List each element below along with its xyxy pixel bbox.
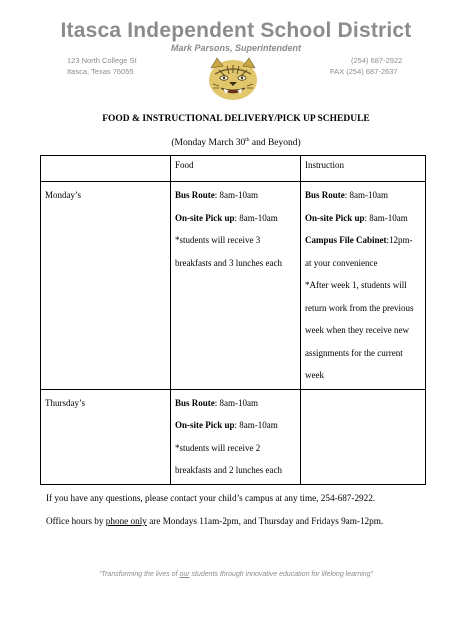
instruction-note: return work from the previous <box>305 302 414 313</box>
day-cell <box>41 182 171 390</box>
pickup-time: : 8am-10am <box>234 212 278 223</box>
bus-route-time: : 8am-10am <box>214 397 259 408</box>
office-hours-end: are Mondays 11am-2pm, and Thursday and Fridays 9am-12pm. <box>146 516 384 526</box>
header-day <box>41 156 171 182</box>
pickup-label: On-site Pick up <box>175 420 235 430</box>
instruction-note: *After week 1, students will <box>305 280 407 290</box>
document-title: FOOD & INSTRUCTIONAL DELIVERY/PICK UP SCHEDULE <box>102 114 370 124</box>
schedule-table <box>40 155 426 485</box>
bus-route-label: Bus Route <box>175 397 215 408</box>
pickup-label: On-site Pick up <box>305 212 365 223</box>
subtitle-ordinal: th <box>245 137 250 143</box>
district-title: Itasca Independent School District <box>60 19 412 42</box>
office-hours-start: Office hours by <box>46 516 106 526</box>
instruction-note: assignments for the current <box>305 347 403 358</box>
document-subtitle <box>0 137 472 148</box>
bus-route-line <box>305 184 421 207</box>
food-note: *students will receive 2 <box>175 442 261 453</box>
motto-emphasis: our <box>179 571 190 578</box>
phone-number: (254) 687-2922 <box>351 56 403 65</box>
motto-start: “Transforming the lives of <box>99 571 180 578</box>
instruction-note: week when they receive new <box>305 325 409 335</box>
pickup-line <box>175 414 296 437</box>
food-note: *students will receive 3 <box>175 235 261 245</box>
footer-motto <box>0 571 472 578</box>
wildcat-mascot-icon <box>205 56 261 102</box>
food-note: breakfasts and 3 lunches each <box>175 257 282 268</box>
day-cell <box>41 389 171 484</box>
day-label: Thursday’s <box>45 397 85 408</box>
food-cell <box>171 182 301 390</box>
file-cabinet-time: :12pm- <box>386 235 413 245</box>
bus-route-time: : 8am-10am <box>214 190 259 200</box>
day-label: Monday’s <box>45 190 81 200</box>
subtitle-start: (Monday March 30 <box>171 138 246 149</box>
header-food: Food <box>171 156 301 182</box>
fax-number: FAX (254) 687-2637 <box>330 67 398 76</box>
address-city: Itasca, Texas 76055 <box>67 67 134 76</box>
address-street: 123 North College St <box>67 56 137 65</box>
office-hours-emphasis: phone only <box>105 516 147 526</box>
food-cell <box>171 389 301 484</box>
address-block <box>67 55 137 77</box>
motto-end: students through innovative education for lifelong learning” <box>189 571 373 578</box>
table-row <box>41 182 426 390</box>
bus-route-label: Bus Route <box>175 190 215 200</box>
questions-paragraph: If you have any questions, please contact your child’s campus at any time, 254-687-2922. <box>46 493 376 503</box>
pickup-time: : 8am-10am <box>364 212 408 223</box>
superintendent-name: Mark Parsons, Superintendent <box>170 43 302 53</box>
instruction-cell <box>301 389 426 484</box>
instruction-note: week <box>305 370 324 380</box>
table-row <box>41 389 426 484</box>
pickup-line <box>175 207 296 230</box>
pickup-time: : 8am-10am <box>234 420 278 430</box>
subtitle-end: and Beyond) <box>249 138 301 149</box>
food-note: breakfasts and 2 lunches each <box>175 465 282 475</box>
table-header-row <box>41 156 426 182</box>
office-hours-paragraph <box>46 516 383 526</box>
pickup-label: On-site Pick up <box>175 212 235 223</box>
bus-route-line <box>175 184 296 207</box>
file-cabinet-label: Campus File Cabinet <box>305 235 387 245</box>
contact-block <box>330 55 402 77</box>
file-cabinet-note: at your convenience <box>305 257 378 268</box>
file-cabinet-line <box>305 229 421 252</box>
bus-route-line <box>175 392 296 415</box>
header-instruction: Instruction <box>301 156 426 182</box>
bus-route-label: Bus Route <box>305 190 345 200</box>
bus-route-time: : 8am-10am <box>344 190 389 200</box>
pickup-line <box>305 207 421 230</box>
instruction-cell <box>301 182 426 390</box>
